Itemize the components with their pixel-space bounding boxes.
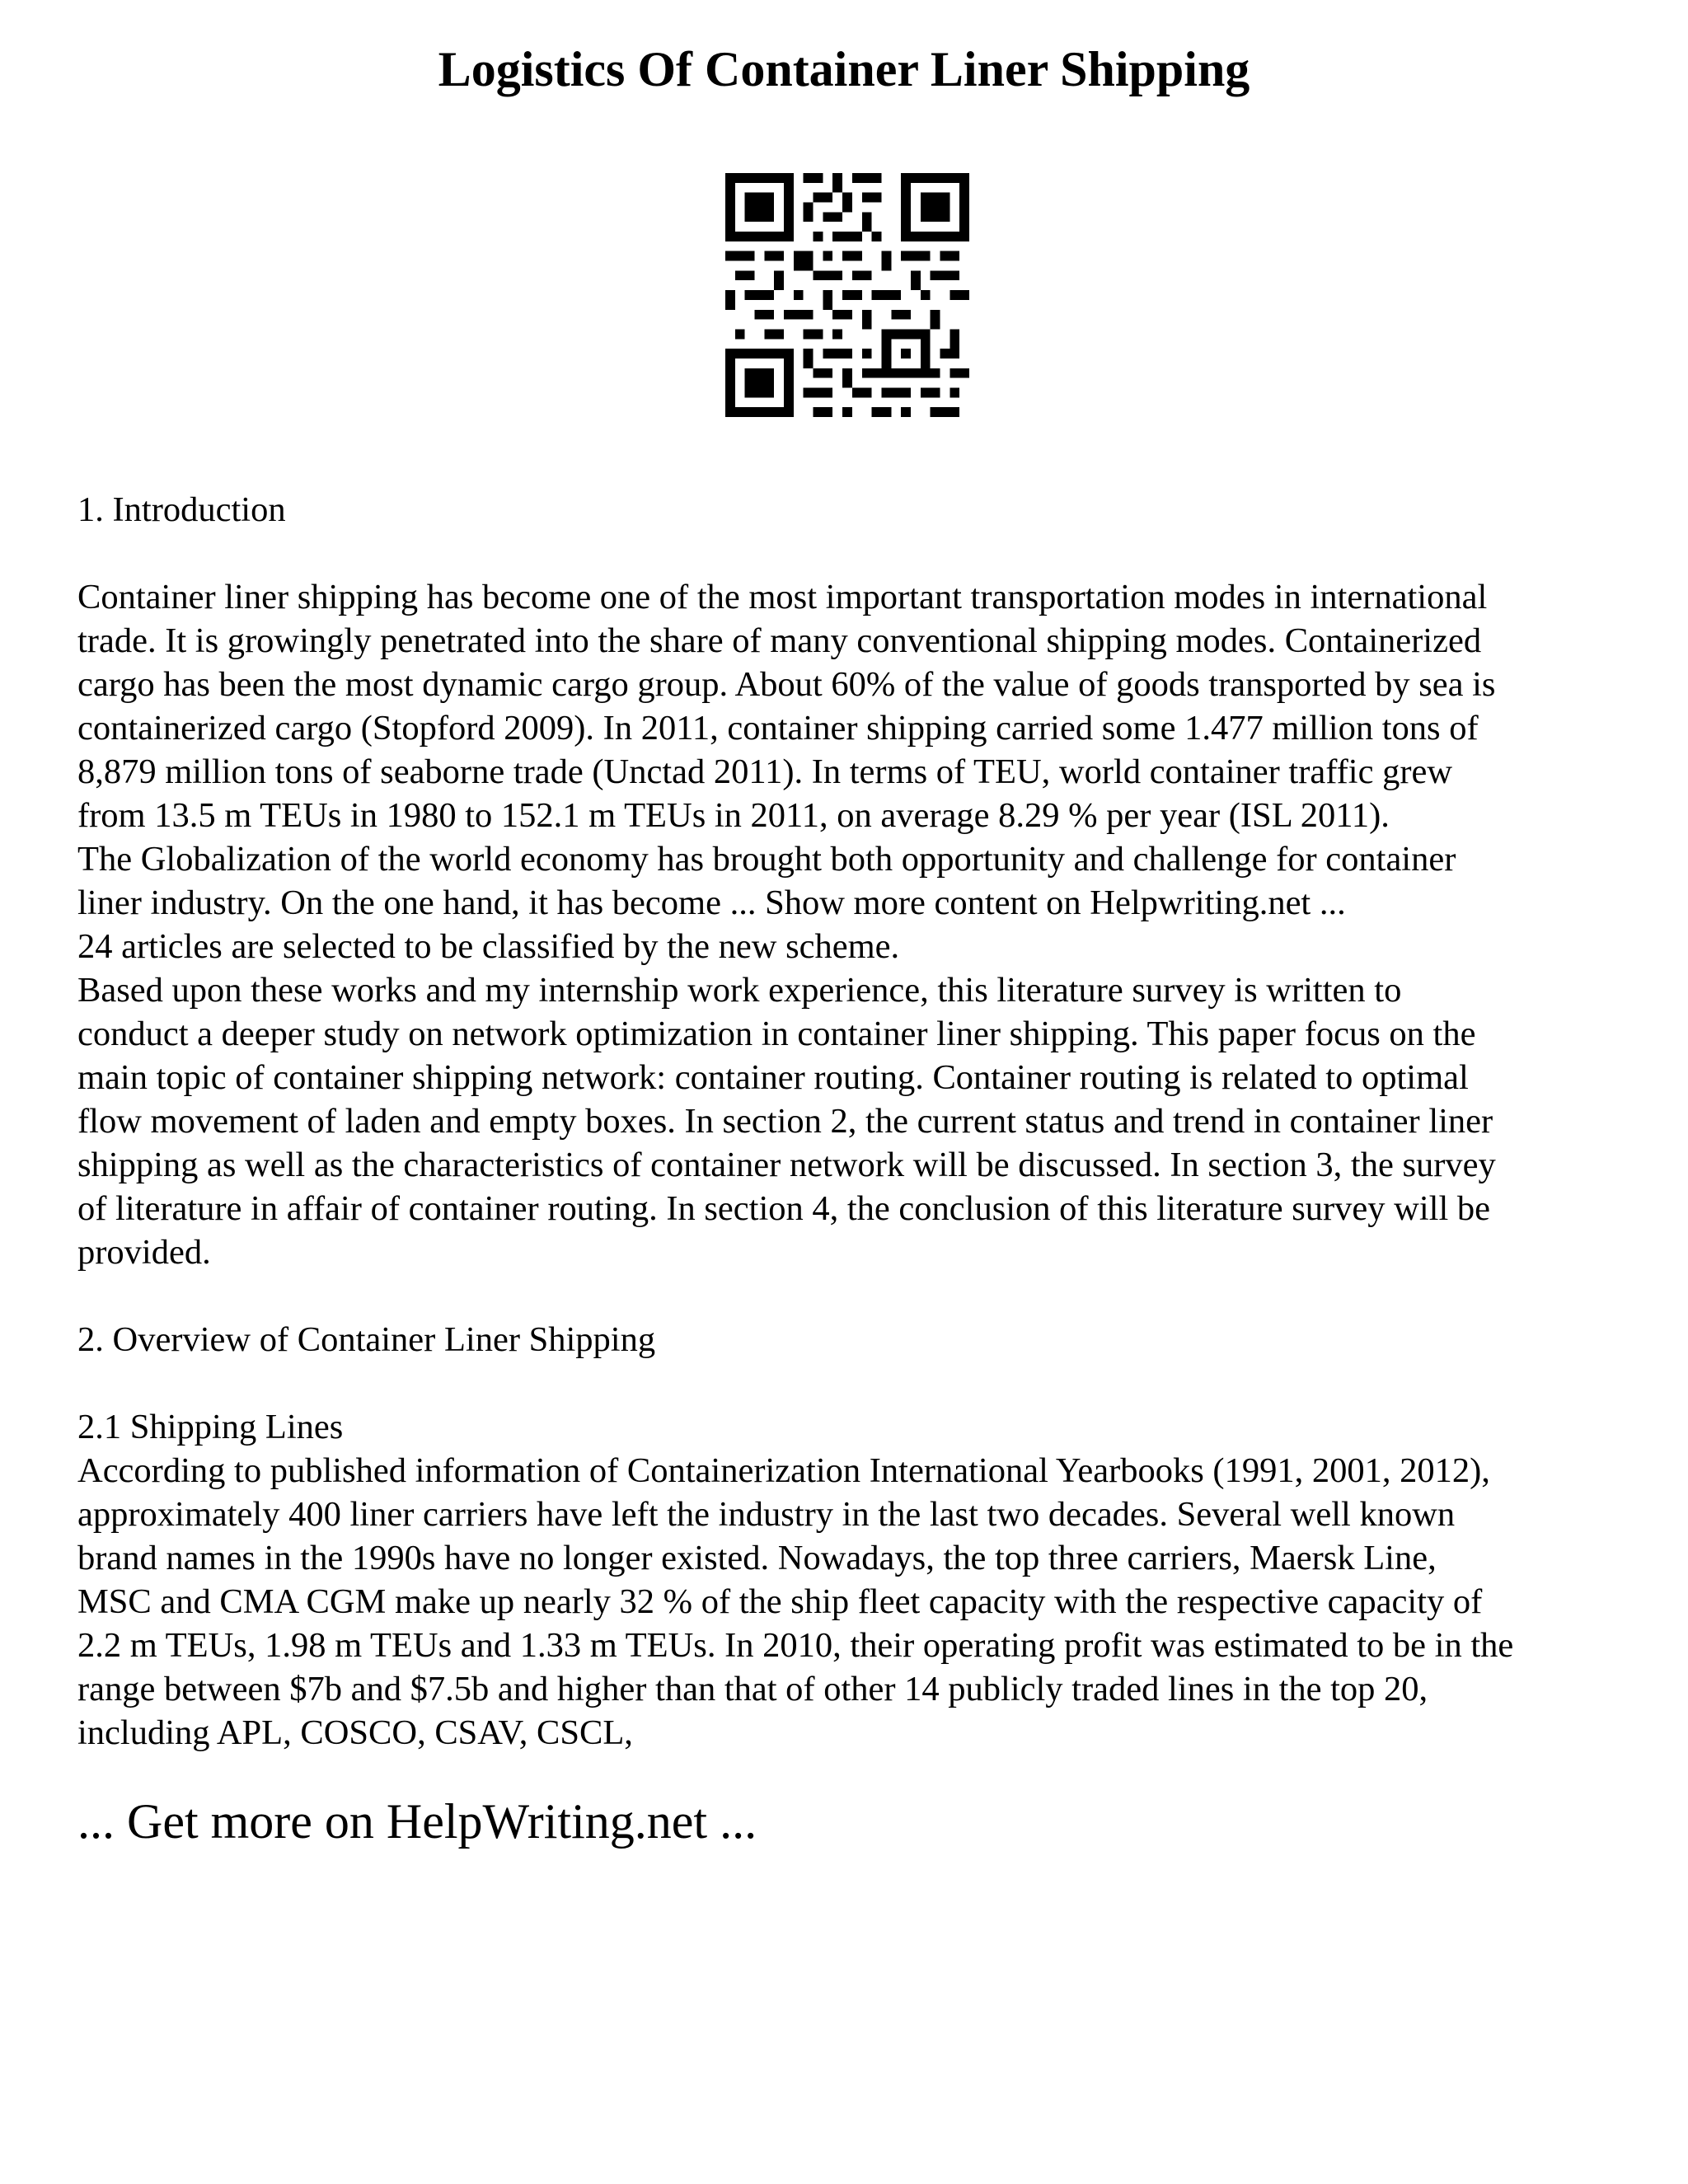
document-body — [77, 488, 1627, 1755]
intro-line: shipping as well as the characteristics of container network will be discussed. In section 3, the survey — [77, 1146, 1496, 1184]
intro-line: liner industry. On the one hand, it has become ... Show more content on Helpwriting.net ... — [77, 883, 1346, 922]
intro-line: 24 articles are selected to be classified by the new scheme. — [77, 927, 900, 966]
intro-line: containerized cargo (Stopford 2009). In 2011, container shipping carried some 1.477 million tons of — [77, 709, 1479, 748]
intro-line: flow movement of laden and empty boxes. In section 2, the current status and trend in container liner — [77, 1102, 1493, 1141]
intro-line: main topic of container shipping network: container routing. Container routing is related to optimal — [77, 1058, 1469, 1097]
shipping-lines-line: MSC and CMA CGM make up nearly 32 % of the ship fleet capacity with the respective capacity of — [77, 1582, 1483, 1621]
shipping-lines-line: According to published information of Containerization International Yearbooks (1991, 2001, 2012), — [77, 1451, 1490, 1490]
intro-line: Based upon these works and my internship work experience, this literature survey is written to — [77, 971, 1402, 1010]
intro-line: provided. — [77, 1233, 211, 1272]
section-heading-introduction: 1. Introduction — [77, 490, 286, 529]
intro-line: 8,879 million tons of seaborne trade (Unctad 2011). In terms of TEU, world container traffic grew — [77, 752, 1453, 791]
intro-line: of literature in affair of container routing. In section 4, the conclusion of this literature survey will be — [77, 1189, 1491, 1228]
paragraph-gap — [77, 532, 1627, 575]
shipping-lines-line: 2.2 m TEUs, 1.98 m TEUs and 1.33 m TEUs. In 2010, their operating profit was estimated to be in the — [77, 1626, 1514, 1665]
intro-line: trade. It is growingly penetrated into the share of many conventional shipping modes. Containerized — [77, 621, 1482, 660]
shipping-lines-line: including APL, COSCO, CSAV, CSCL, — [77, 1713, 633, 1752]
section-heading-overview: 2. Overview of Container Liner Shipping — [77, 1320, 656, 1359]
intro-line: from 13.5 m TEUs in 1980 to 152.1 m TEUs in 2011, on average 8.29 % per year (ISL 2011). — [77, 796, 1390, 835]
shipping-lines-line: range between $7b and $7.5b and higher than that of other 14 publicly traded lines in the top 20, — [77, 1670, 1428, 1708]
intro-line: The Globalization of the world economy has brought both opportunity and challenge for container — [77, 840, 1456, 879]
shipping-lines-line: brand names in the 1990s have no longer existed. Nowadays, the top three carriers, Maersk Line, — [77, 1539, 1437, 1577]
intro-line: cargo has been the most dynamic cargo group. About 60% of the value of goods transported by sea is — [77, 665, 1496, 704]
intro-line: conduct a deeper study on network optimization in container liner shipping. This paper focus on the — [77, 1015, 1476, 1053]
subsection-heading-shipping-lines: 2.1 Shipping Lines — [77, 1408, 344, 1446]
document-title: Logistics Of Container Liner Shipping — [438, 42, 1250, 96]
paragraph-gap — [77, 1274, 1627, 1318]
get-more-link[interactable]: ... Get more on HelpWriting.net ... — [77, 1794, 757, 1849]
intro-line: Container liner shipping has become one of the most important transportation modes in international — [77, 578, 1488, 616]
paragraph-gap — [77, 1361, 1627, 1405]
shipping-lines-line: approximately 400 liner carriers have left the industry in the last two decades. Several well known — [77, 1495, 1456, 1534]
qr-code-icon — [725, 173, 969, 417]
